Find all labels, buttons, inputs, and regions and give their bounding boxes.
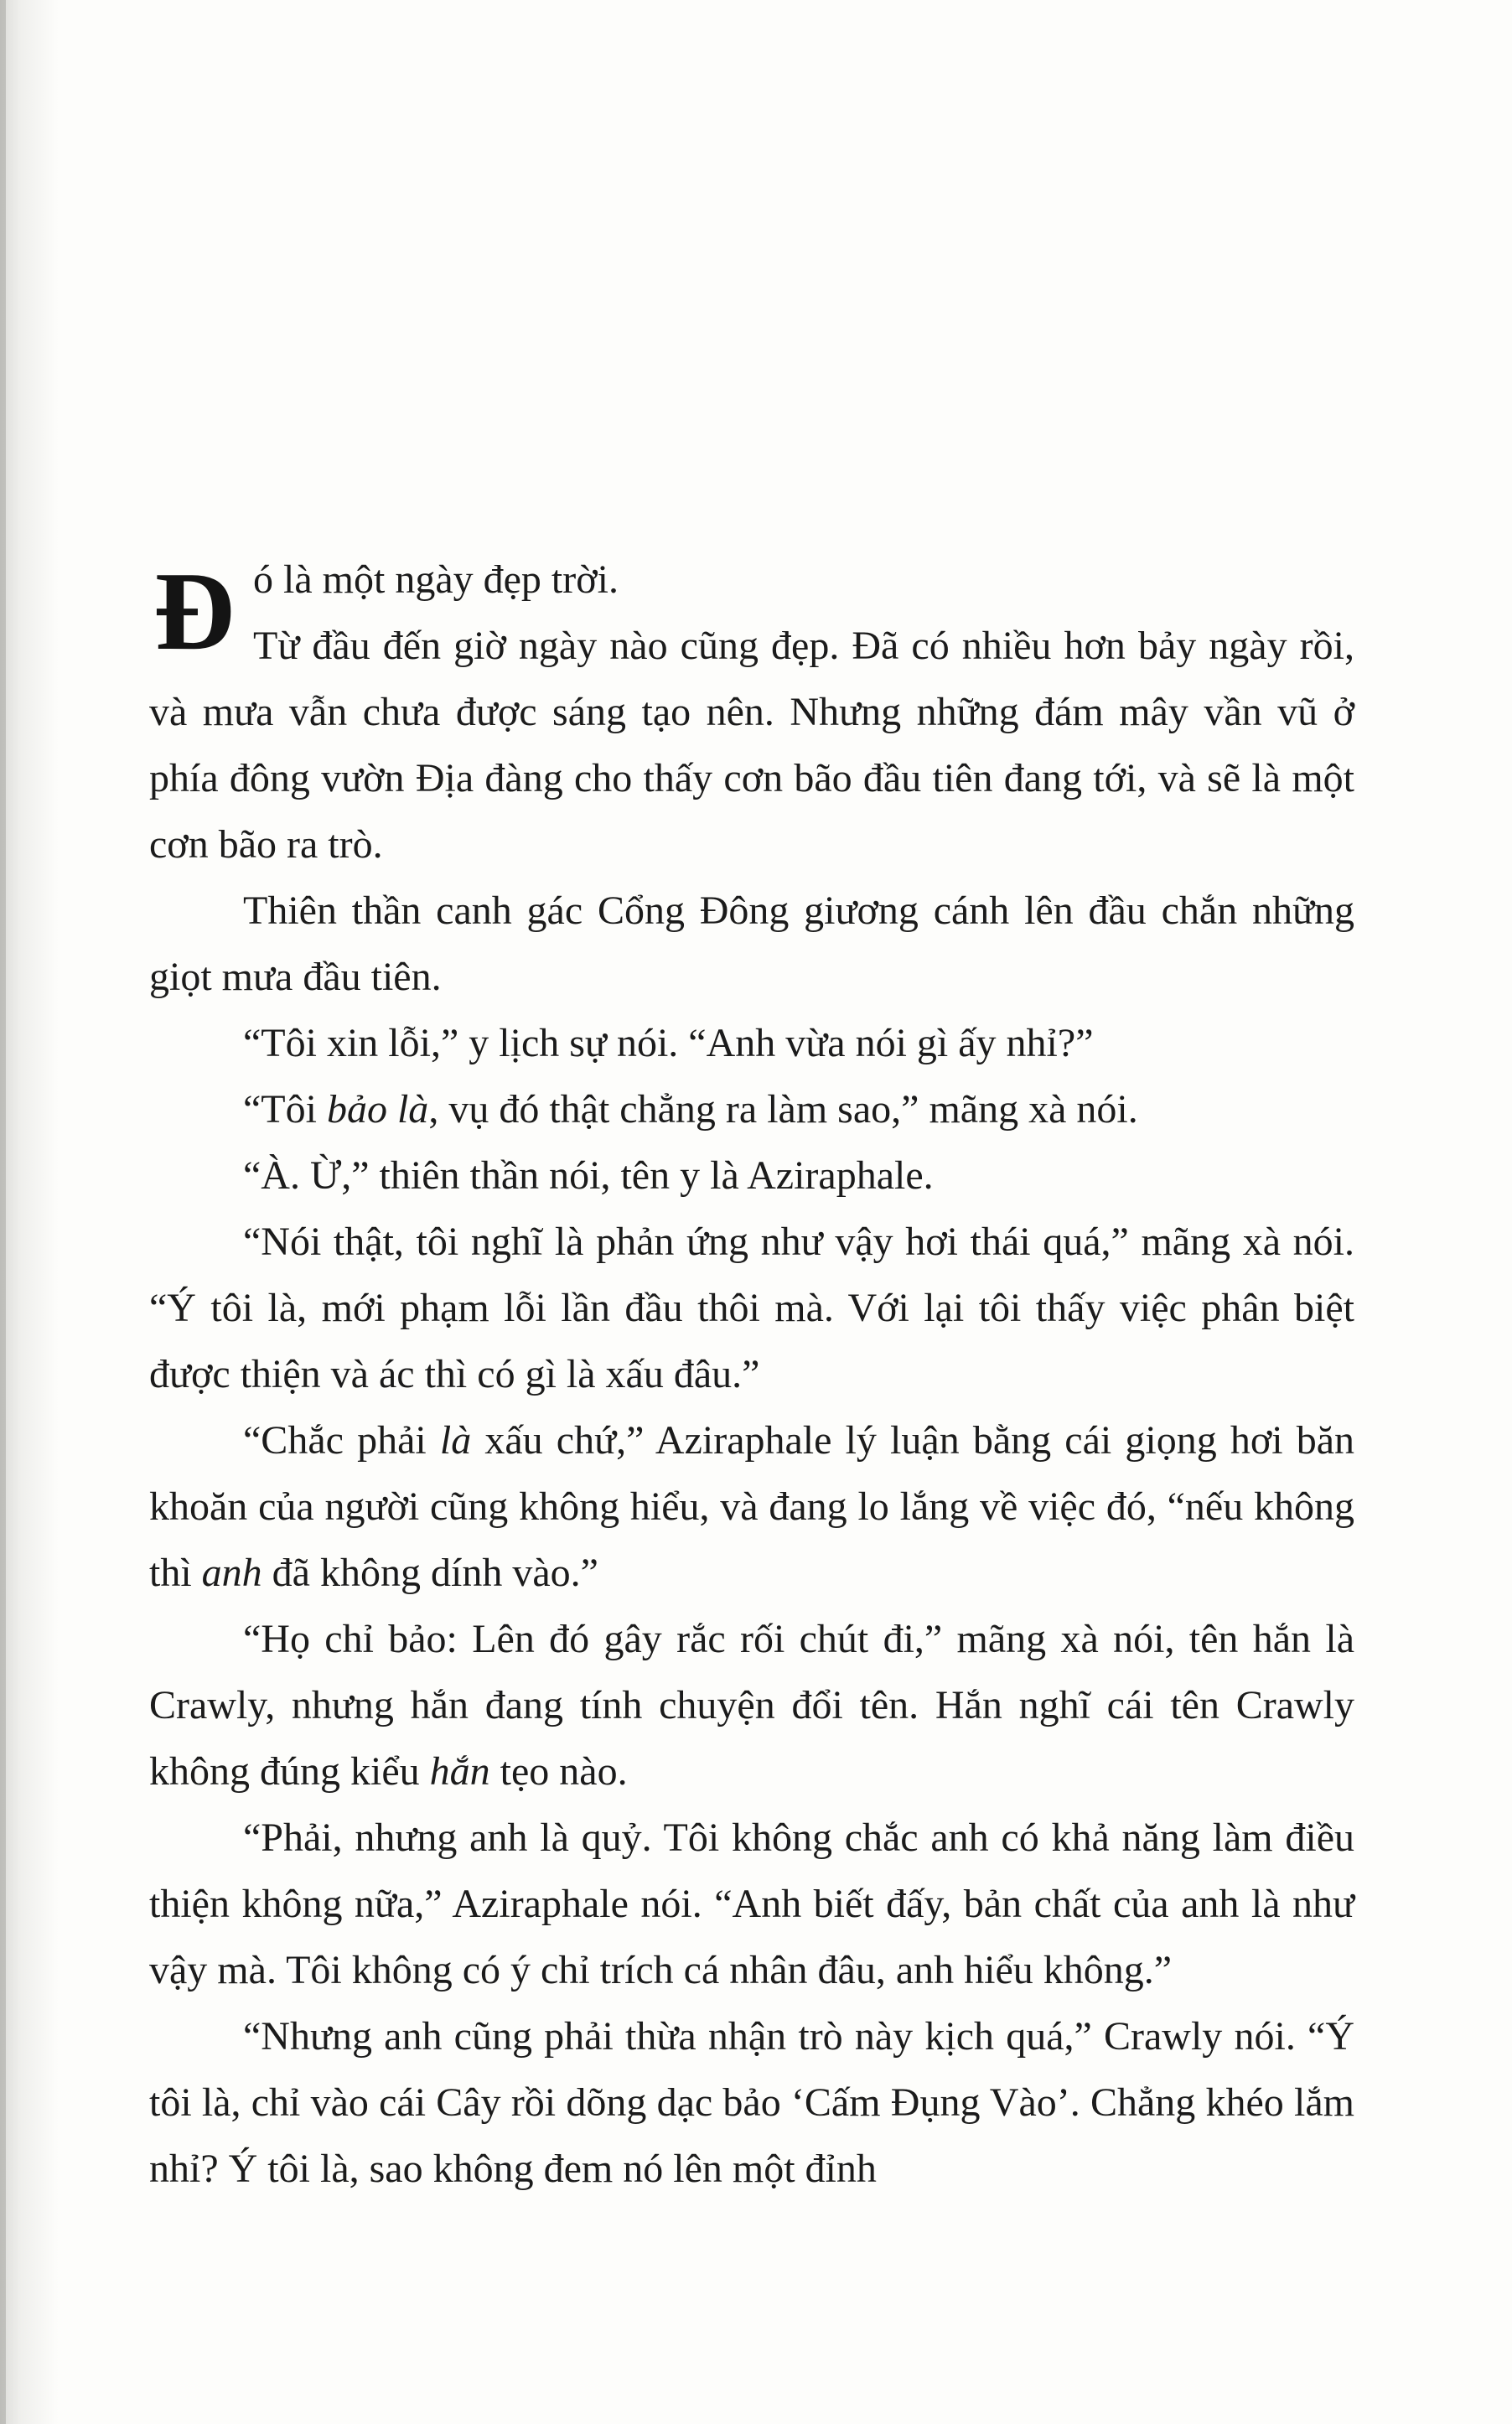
text-run: “Chắc phải [243, 1418, 440, 1463]
italic-text-run: là [439, 1418, 472, 1463]
scan-edge-shadow [0, 0, 59, 2424]
paragraph [149, 613, 1354, 878]
paragraph [149, 1076, 1354, 1142]
italic-text-run: bảo là [326, 1087, 429, 1132]
text-run: “Phải, nhưng anh là quỷ. Tôi không chắc anh có khả năng làm điều thiện không nữa,” Aziraphale nói. “Anh biết đấy, bản chất của anh là như vậy mà. Tôi không có ý chỉ trích cá nhân đâu, anh hiểu không.” [149, 1815, 1354, 1992]
drop-cap: Đ [153, 549, 236, 673]
text-run: “Nhưng anh cũng phải thừa nhận trò này kịch quá,” Crawly nói. “Ý tôi là, chỉ vào cái Cây rồi dõng dạc bảo ‘Cấm Đụng Vào’. Chẳng khéo lắm nhỉ? Ý tôi là, sao không đem nó lên một đỉnh [149, 2014, 1354, 2191]
page-text-block [149, 546, 1354, 2202]
text-run: “Tôi xin lỗi,” y lịch sự nói. “Anh vừa nói gì ấy nhỉ?” [243, 1021, 1094, 1065]
paragraph [149, 1805, 1354, 2003]
text-run: đã không dính vào.” [261, 1551, 598, 1595]
italic-text-run: hắn [429, 1749, 490, 1794]
paragraph [149, 546, 1354, 613]
text-run: , vụ đó thật chẳng ra làm sao,” mãng xà nói. [428, 1087, 1138, 1132]
text-run: “Họ chỉ bảo: Lên đó gây rắc rối chút đi,” mãng xà nói, tên hắn là Crawly, nhưng hắn đang tính chuyện đổi tên. Hắn nghĩ cái tên Crawly không đúng kiểu [149, 1617, 1354, 1794]
text-run: Từ đầu đến giờ ngày nào cũng đẹp. Đã có nhiều hơn bảy ngày rồi, và mưa vẫn chưa được sáng tạo nên. Nhưng những đám mây vần vũ ở phía đông vườn Địa đàng cho thấy cơn bão đầu tiên đang tới, và sẽ là một cơn bão ra trò. [149, 624, 1354, 867]
paragraph [149, 1407, 1354, 1606]
text-run: xấu chứ,” Aziraphale lý luận bằng cái giọng hơi băn khoăn của người cũng không hiểu, và đang lo lắng về việc đó, “nếu không thì [149, 1418, 1355, 1595]
text-run: ó là một ngày đẹp trời. [253, 557, 619, 602]
paragraph [149, 878, 1354, 1010]
text-run: Thiên thần canh gác Cổng Đông giương cánh lên đầu chắn những giọt mưa đầu tiên. [149, 888, 1354, 999]
text-run: tẹo nào. [489, 1749, 628, 1794]
paragraph [149, 1142, 1354, 1209]
italic-text-run: anh [201, 1551, 262, 1595]
paragraph [149, 1010, 1354, 1076]
paragraph [149, 2003, 1354, 2202]
scan-edge-line [0, 0, 6, 2424]
paragraph [149, 1606, 1354, 1805]
text-run: “À. Ừ,” thiên thần nói, tên y là Aziraphale. [243, 1153, 934, 1198]
paragraph [149, 1209, 1354, 1407]
text-run: “Nói thật, tôi nghĩ là phản ứng như vậy hơi thái quá,” mãng xà nói. “Ý tôi là, mới phạm lỗi lần đầu thôi mà. Với lại tôi thấy việc phân biệt được thiện và ác thì có gì là xấu đâu.” [149, 1220, 1354, 1396]
text-run: “Tôi [243, 1087, 327, 1132]
